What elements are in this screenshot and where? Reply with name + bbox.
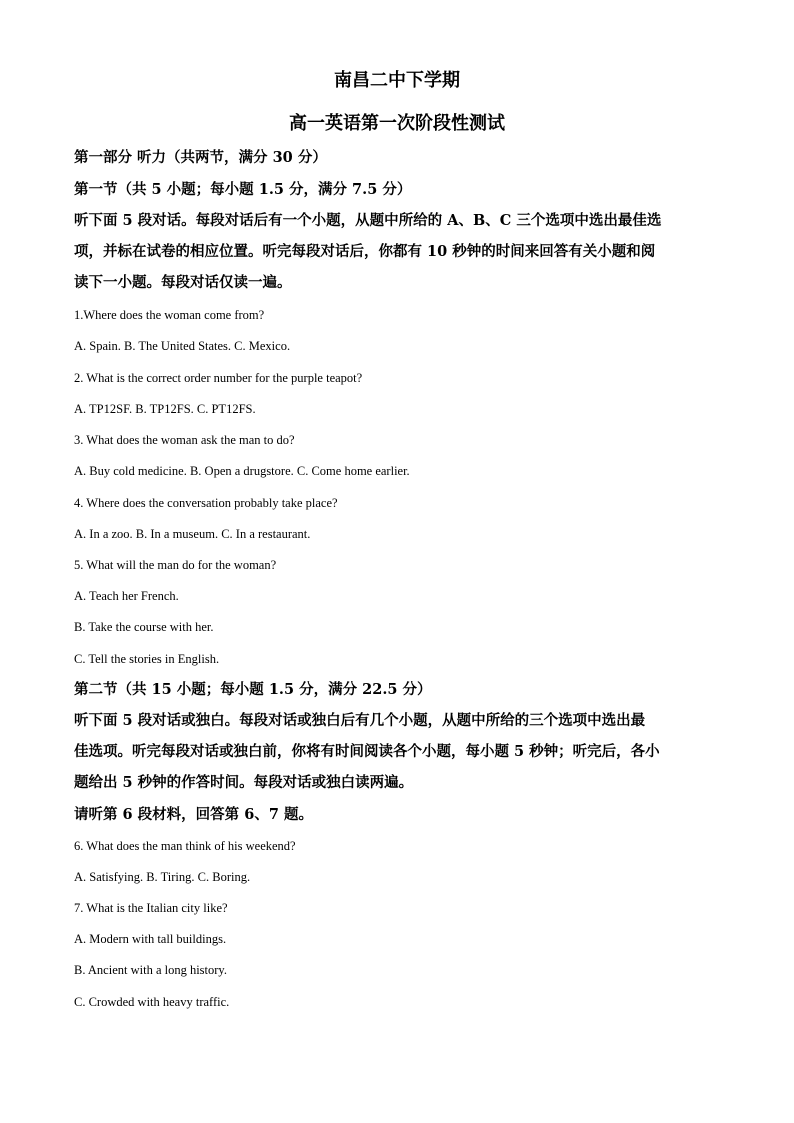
page-title: 南昌二中下学期 — [334, 70, 460, 91]
question-7-option-c: C. Crowded with heavy traffic. — [74, 995, 230, 1009]
question-7-option-a: A. Modern with tall buildings. — [74, 932, 227, 946]
question-7: 7. What is the Italian city like? — [74, 901, 228, 915]
question-3-options: A. Buy cold medicine. B. Open a drugstore. C. Come home earlier. — [74, 464, 410, 478]
section2-instructions-line: 题给出 5 秒钟的作答时间。每段对话或独白读两遍。 — [74, 774, 414, 791]
page-subtitle: 高一英语第一次阶段性测试 — [289, 113, 505, 134]
section1-instructions-line: 读下一小题。每段对话仅读一遍。 — [74, 274, 292, 291]
question-4: 4. Where does the conversation probably take place? — [74, 496, 338, 510]
question-2-options: A. TP12SF. B. TP12FS. C. PT12FS. — [74, 402, 256, 416]
question-2: 2. What is the correct order number for the purple teapot? — [74, 371, 363, 385]
section2-instructions-line: 听下面 5 段对话或独白。每段对话或独白后有几个小题，从题中所给的三个选项中选出最 — [74, 712, 646, 729]
question-5-option-a: A. Teach her French. — [74, 589, 179, 603]
question-6: 6. What does the man think of his weekend? — [74, 839, 296, 853]
question-4-options: A. In a zoo. B. In a museum. C. In a restaurant. — [74, 527, 311, 541]
section1-instructions-line: 项，并标在试卷的相应位置。听完每段对话后，你都有 10 秒钟的时间来回答有关小题和阅 — [74, 243, 656, 260]
question-7-option-b: B. Ancient with a long history. — [74, 963, 227, 977]
question-6-options: A. Satisfying. B. Tiring. C. Boring. — [74, 870, 251, 884]
material-6-header: 请听第 6 段材料，回答第 6、7 题。 — [74, 806, 313, 823]
question-5-option-b: B. Take the course with her. — [74, 620, 214, 634]
section2-instructions-line: 佳选项。听完每段对话或独白前，你将有时间阅读各个小题，每小题 5 秒钟；听完后，各小 — [74, 743, 660, 760]
question-1: 1.Where does the woman come from? — [74, 308, 265, 322]
part1-header: 第一部分 听力（共两节，满分 30 分） — [74, 149, 327, 166]
question-5-option-c: C. Tell the stories in English. — [74, 652, 220, 666]
question-3: 3. What does the woman ask the man to do? — [74, 433, 295, 447]
section2-header: 第二节（共 15 小题；每小题 1.5 分，满分 22.5 分） — [74, 681, 432, 698]
section1-instructions-line: 听下面 5 段对话。每段对话后有一个小题，从题中所给的 A、B、C 三个选项中选出最佳选 — [74, 212, 662, 229]
section1-header: 第一节（共 5 小题；每小题 1.5 分，满分 7.5 分） — [74, 181, 412, 198]
question-1-options: A. Spain. B. The United States. C. Mexico. — [74, 339, 291, 353]
question-5: 5. What will the man do for the woman? — [74, 558, 277, 572]
